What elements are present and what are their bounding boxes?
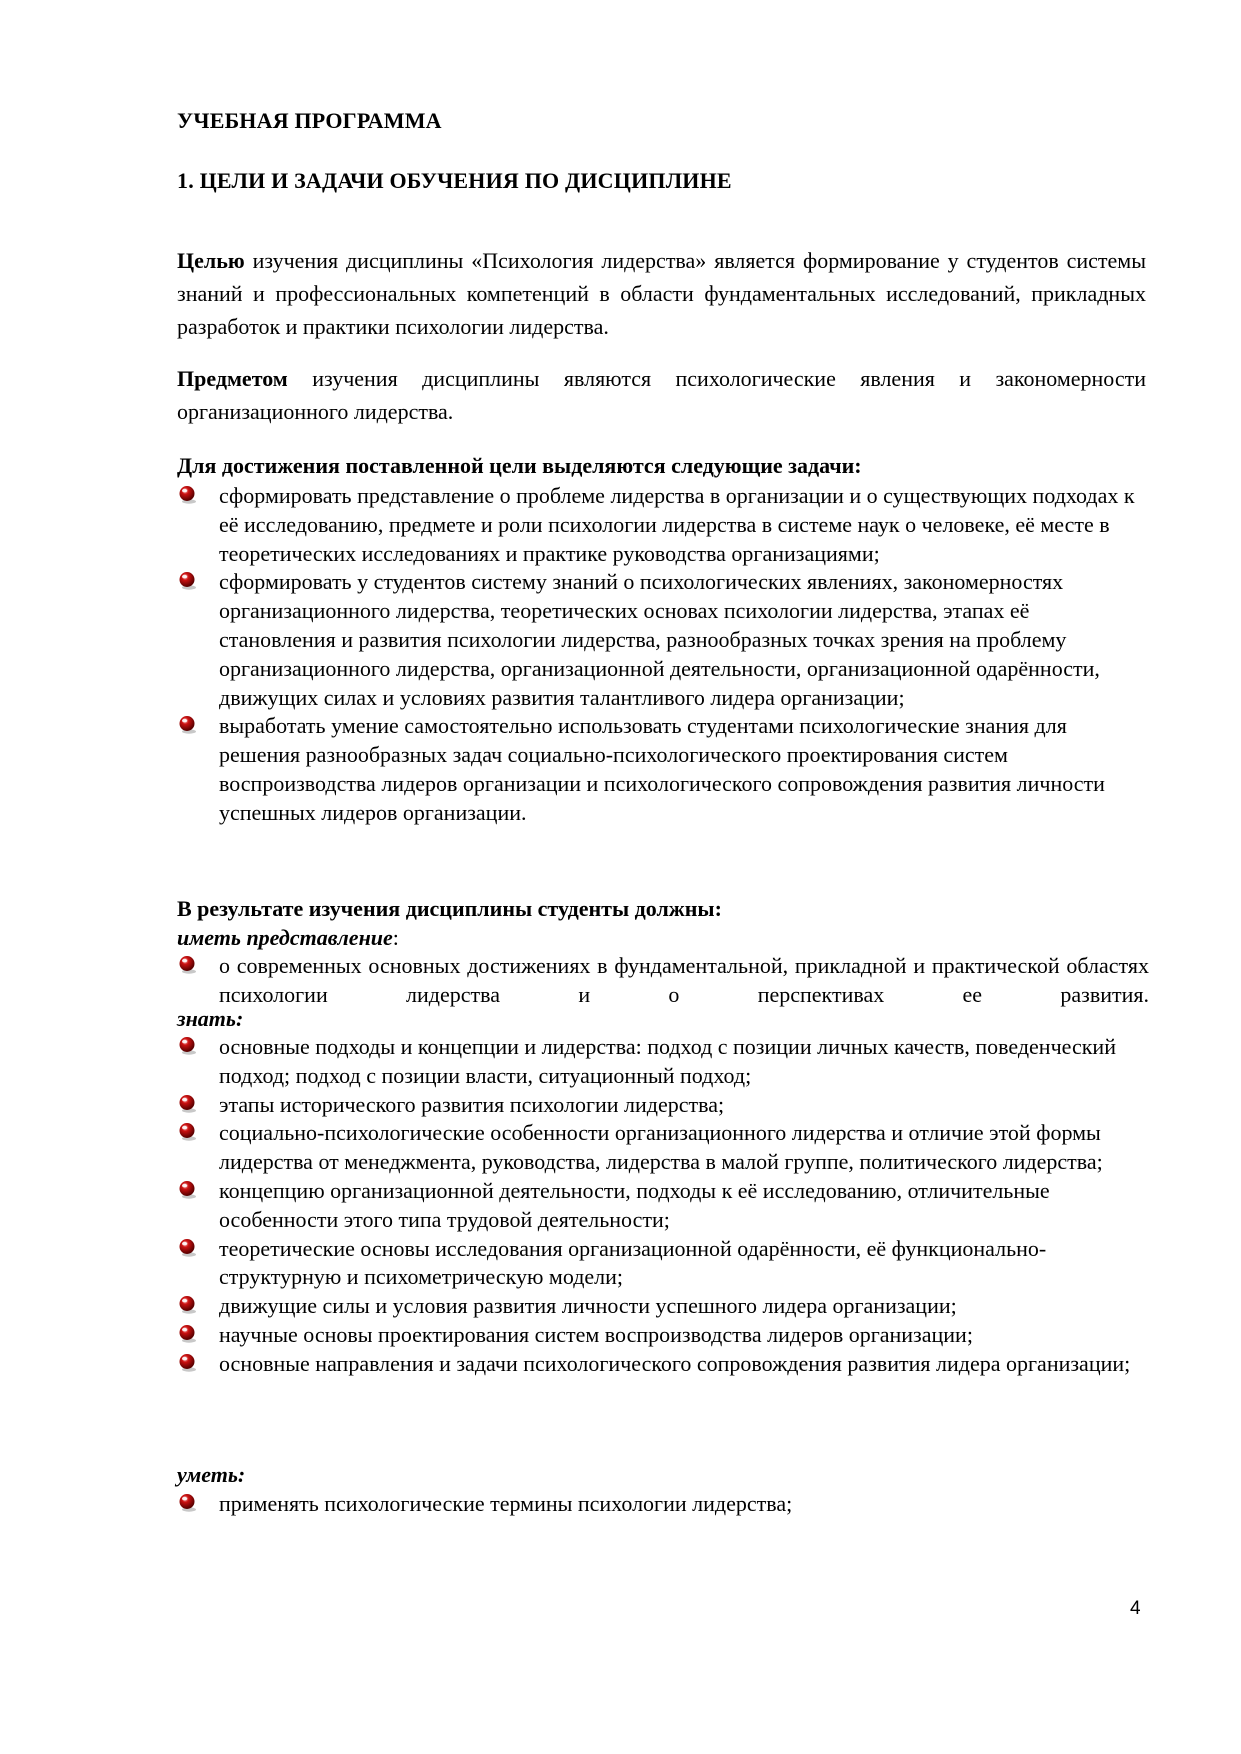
section-title: 1. ЦЕЛИ И ЗАДАЧИ ОБУЧЕНИЯ ПО ДИСЦИПЛИНЕ bbox=[177, 168, 732, 193]
red-ball-bullet-icon bbox=[177, 1237, 199, 1259]
know-label: знать: bbox=[177, 1006, 244, 1031]
represent-label bbox=[177, 925, 399, 951]
list-item-text: о современных основных достижениях в фундаментальной, прикладной и практической областях психологии лидерства и о перспективах ее развития. bbox=[219, 953, 1149, 1007]
tasks-list bbox=[177, 482, 1149, 828]
red-ball-bullet-icon bbox=[177, 1121, 199, 1143]
represent-colon: : bbox=[392, 925, 399, 950]
represent-label-text: иметь представление bbox=[177, 925, 393, 950]
list-item-text: концепцию организационной деятельности, подходы к её исследованию, отличительные особенности этого типа трудовой деятельности; bbox=[219, 1177, 1050, 1232]
goal-text: изучения дисциплины «Психология лидерства» является формирование у студентов системы знаний и профессиональных компетенций в области фундаментальных исследований, прикладных разработок и практики психологии лидерства. bbox=[177, 248, 1146, 339]
subject-paragraph bbox=[177, 362, 1146, 428]
list-item bbox=[177, 1350, 1149, 1379]
red-ball-bullet-icon bbox=[177, 1294, 199, 1316]
red-ball-bullet-icon bbox=[177, 954, 199, 976]
list-item-text: теоретические основы исследования организационной одарённости, её функционально-структурную и психометрическую модели; bbox=[219, 1235, 1047, 1290]
know-list bbox=[177, 1033, 1149, 1379]
represent-list bbox=[177, 952, 1149, 1010]
red-ball-bullet-icon bbox=[177, 1492, 199, 1514]
list-item-text: социально-психологические особенности организационного лидерства и отличие этой формы лидерства от менеджмента, руководства, лидерства в малой группе, политического лидерства; bbox=[219, 1120, 1103, 1175]
tasks-heading: Для достижения поставленной цели выделяются следующие задачи: bbox=[177, 453, 862, 478]
list-item-text: движущие силы и условия развития личности успешного лидера организации; bbox=[219, 1293, 957, 1319]
page-number: 4 bbox=[1130, 1598, 1141, 1619]
goal-lead: Целью bbox=[177, 248, 245, 273]
list-item bbox=[177, 712, 1149, 827]
red-ball-bullet-icon bbox=[177, 1179, 199, 1201]
list-item bbox=[177, 1091, 1149, 1120]
able-label: уметь: bbox=[177, 1462, 246, 1487]
red-ball-bullet-icon bbox=[177, 1323, 199, 1345]
list-item bbox=[177, 482, 1149, 568]
red-ball-bullet-icon bbox=[177, 1093, 199, 1115]
list-item bbox=[177, 1033, 1149, 1091]
list-item bbox=[177, 1235, 1149, 1293]
goal-paragraph bbox=[177, 244, 1146, 343]
list-item-text: этапы исторического развития психологии лидерства; bbox=[219, 1091, 725, 1117]
list-item bbox=[177, 1490, 1149, 1519]
red-ball-bullet-icon bbox=[177, 570, 199, 592]
list-item bbox=[177, 1321, 1149, 1350]
list-item bbox=[177, 1292, 1149, 1321]
results-heading: В результате изучения дисциплины студенты должны: bbox=[177, 896, 722, 921]
red-ball-bullet-icon bbox=[177, 484, 199, 506]
subject-text: изучения дисциплины являются психологические явления и закономерности организационного лидерства. bbox=[177, 366, 1146, 424]
red-ball-bullet-icon bbox=[177, 1035, 199, 1057]
able-list bbox=[177, 1490, 1149, 1519]
red-ball-bullet-icon bbox=[177, 714, 199, 736]
red-ball-bullet-icon bbox=[177, 1352, 199, 1374]
document-title: УЧЕБНАЯ ПРОГРАММА bbox=[177, 108, 442, 133]
list-item-text: научные основы проектирования систем воспроизводства лидеров организации; bbox=[219, 1321, 973, 1347]
list-item bbox=[177, 568, 1149, 712]
list-item bbox=[177, 1119, 1149, 1177]
list-item-text: сформировать у студентов систему знаний о психологических явлениях, закономерностях организационного лидерства, теоретических основах психологии лидерства, этапах её становления и развития психологии лидерства, разнообразных точках зрения на проблему организационного лидерства, организационной деятельности, организационной одарённости, движущих силах и условиях развития талантливого лидера организации; bbox=[219, 569, 1100, 710]
list-item bbox=[177, 1177, 1149, 1235]
list-item-text: основные подходы и концепции и лидерства: подход с позиции личных качеств, поведенческий подход; подход с позиции власти, ситуационный подход; bbox=[219, 1034, 1116, 1088]
list-item-text: выработать умение самостоятельно использовать студентами психологические знания для решения разнообразных задач социально-психологического проектирования систем воспроизводства лидеров организации и психологического сопровождения развития личности успешных лидеров организации. bbox=[219, 713, 1105, 825]
list-item bbox=[177, 952, 1149, 1010]
list-item-text: применять психологические термины психологии лидерства; bbox=[219, 1491, 793, 1516]
list-item-text: основные направления и задачи психологического сопровождения развития лидера организации; bbox=[219, 1350, 1131, 1376]
list-item-text: сформировать представление о проблеме лидерства в организации и о существующих подходах к её исследованию, предмете и роли психологии лидерства в системе наук о человеке, её месте в теоретических исследованиях и практике руководства организациями; bbox=[219, 483, 1135, 566]
subject-lead: Предметом bbox=[177, 366, 288, 391]
